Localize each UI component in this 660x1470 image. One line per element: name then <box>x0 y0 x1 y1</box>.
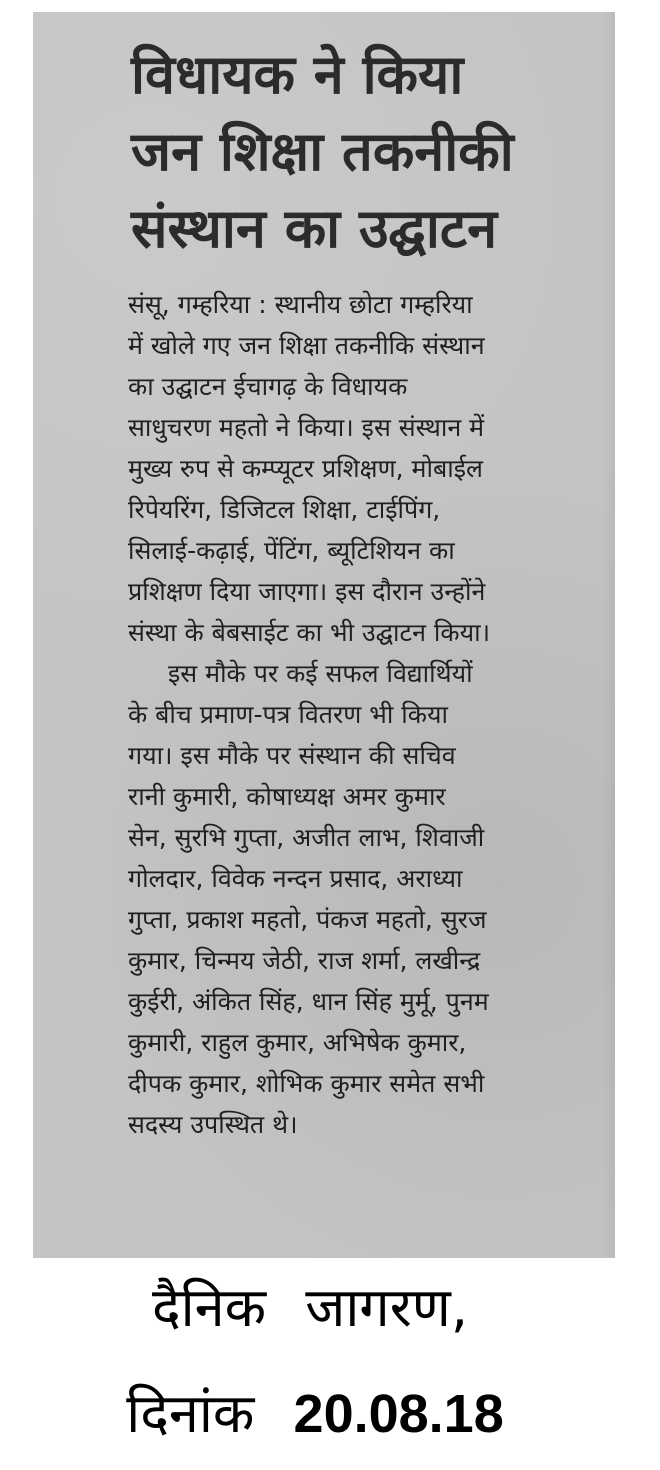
headline-line: जन शिक्षा तकनीकी <box>131 120 514 183</box>
body-line: मुख्य रुप से कम्प्यूटर प्रशिक्षण, मोबाईल <box>128 454 483 483</box>
body-line: कुमारी, राहुल कुमार, अभिषेक कुमार, <box>128 1028 467 1057</box>
body-line: रिपेयरिंग, डिजिटल शिक्षा, टाईपिंग, <box>128 495 441 524</box>
body-line: में खोले गए जन शिक्षा तकनीकि संस्थान <box>128 331 485 360</box>
body-line: गुप्ता, प्रकाश महतो, पंकज महतो, सुरज <box>128 905 487 934</box>
body-line: दीपक कुमार, शोभिक कुमार समेत सभी <box>128 1069 485 1098</box>
newspaper-clipping <box>33 12 615 1258</box>
body-line: गोलदार, विवेक नन्दन प्रसाद, अराध्या <box>128 864 463 893</box>
headline-line: संस्थान का उद्घाटन <box>131 197 498 260</box>
body-line: रानी कुमारी, कोषाध्यक्ष अमर कुमार <box>128 782 446 811</box>
body-line: का उद्घाटन ईचागढ़ के विधायक <box>128 372 408 401</box>
body-line: साधुचरण महतो ने किया। इस संस्थान में <box>128 413 485 442</box>
date-caption <box>0 1382 660 1446</box>
headline-line: विधायक ने किया <box>131 43 464 106</box>
body-line: संस्था के बेबसाईट का भी उद्घाटन किया। <box>128 618 491 647</box>
article-headline <box>131 36 601 267</box>
body-line: संसू, गम्हरिया : स्थानीय छोटा गम्हरिया <box>128 290 473 319</box>
article-body <box>128 284 603 1145</box>
body-line: सदस्य उपस्थित थे। <box>128 1110 298 1139</box>
body-line: कुमार, चिन्मय जेठी, राज शर्मा, लखीन्द्र <box>128 946 481 975</box>
date-value: 20.08.18 <box>293 1384 504 1444</box>
newspaper-name-caption: दैनिक जागरण, <box>151 1276 468 1339</box>
date-label: दिनांक <box>126 1382 255 1445</box>
body-line: इस मौके पर कई सफल विद्यार्थियों <box>168 659 473 688</box>
body-line: कुईरी, अंकित सिंह, धान सिंह मुर्मू, पुनम <box>128 987 489 1016</box>
body-line: प्रशिक्षण दिया जाएगा। इस दौरान उन्होंने <box>128 577 486 606</box>
body-line: के बीच प्रमाण-पत्र वितरण भी किया <box>128 700 448 729</box>
adjacent-column-edge <box>603 12 615 1258</box>
body-line: गया। इस मौके पर संस्थान की सचिव <box>128 741 456 770</box>
body-line: सिलाई-कढ़ाई, पेंटिंग, ब्यूटिशियन का <box>128 536 455 565</box>
body-line: सेन, सुरभि गुप्ता, अजीत लाभ, शिवाजी <box>128 823 485 852</box>
